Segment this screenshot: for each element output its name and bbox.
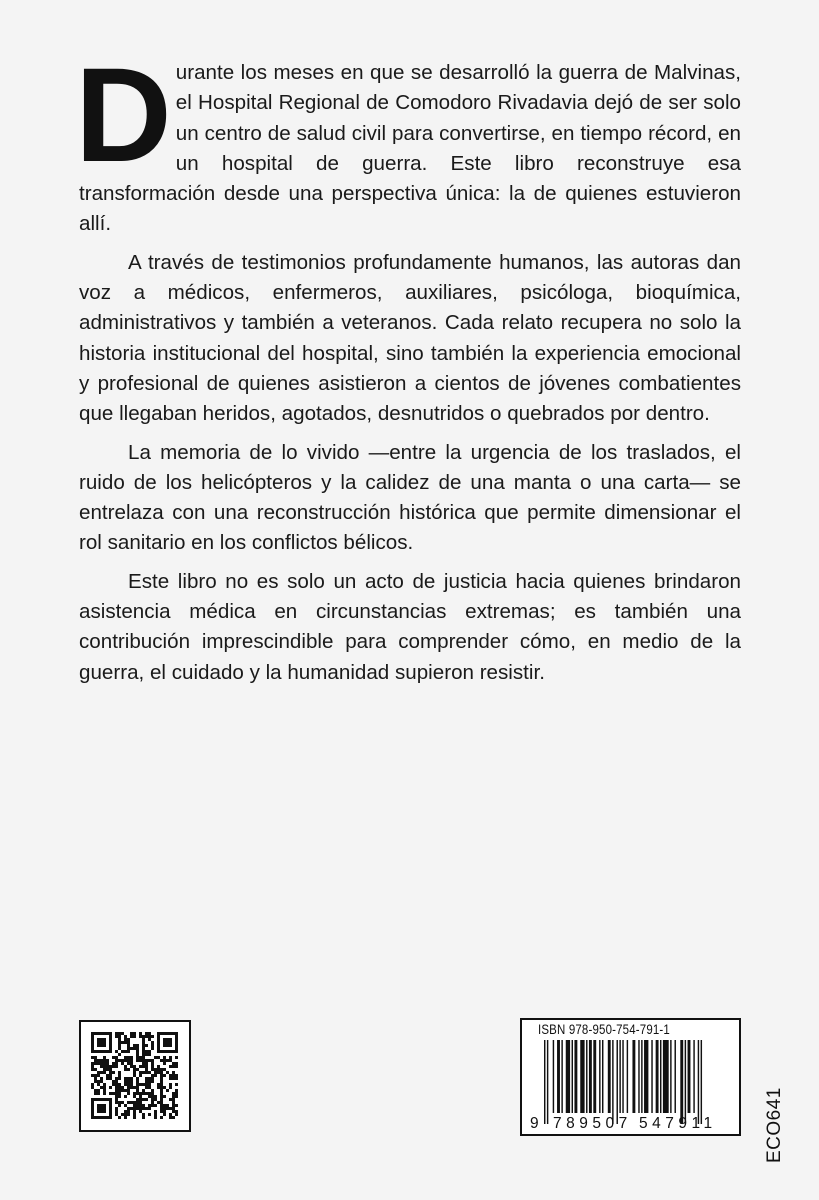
paragraph-1-text: urante los meses en que se desarrolló la guerra de Malvinas, el Hospital Regional de Comodoro Rivadavia dejó de ser solo un centro de salud civil para convertirse, en tiempo récord, en un hospital de guerra. Este libro reconstruye esa transformación desde una perspectiva única: la de quienes estuvieron allí. (79, 61, 741, 236)
paragraph-1 (75, 41, 741, 240)
barcode-digits-right: 547911 (639, 1115, 717, 1132)
barcode-lead-digit: 9 (530, 1115, 539, 1132)
synopsis (75, 41, 741, 696)
paragraph-2: A través de testimonios profundamente humanos, las autoras dan voz a médicos, enfermeros, auxiliares, psicóloga, bioquímica, administrativos y también a veteranos. Cada relato recupera no solo la historia institucional del hospital, sino también la experiencia emocional y profesional de quienes asistieron a cientos de jóvenes combatientes que llegaban heridos, agotados, desnutridos o quebrados por dentro. (79, 250, 741, 426)
qr-code-pattern (81, 1022, 189, 1130)
qr-code (79, 1020, 191, 1132)
isbn-barcode (520, 1018, 741, 1136)
catalog-code: ECO641 (764, 1087, 785, 1163)
barcode-digits-left: 789507 (553, 1115, 632, 1132)
paragraph-4: Este libro no es solo un acto de justicia hacia quienes brindaron asistencia médica en circunstancias extremas; es también una contribución imprescindible para comprender cómo, en medio de la guerra, el cuidado y la humanidad supieron resistir. (79, 569, 741, 684)
drop-cap: D (75, 41, 170, 190)
paragraph-3: La memoria de lo vivido —entre la urgencia de los traslados, el ruido de los helicópteros y la calidez de una manta o una carta— se entrelaza con una reconstrucción histórica que permite dimensionar el rol sanitario en los conflictos bélicos. (79, 440, 741, 555)
isbn-label: ISBN 978-950-754-791-1 (538, 1022, 670, 1037)
